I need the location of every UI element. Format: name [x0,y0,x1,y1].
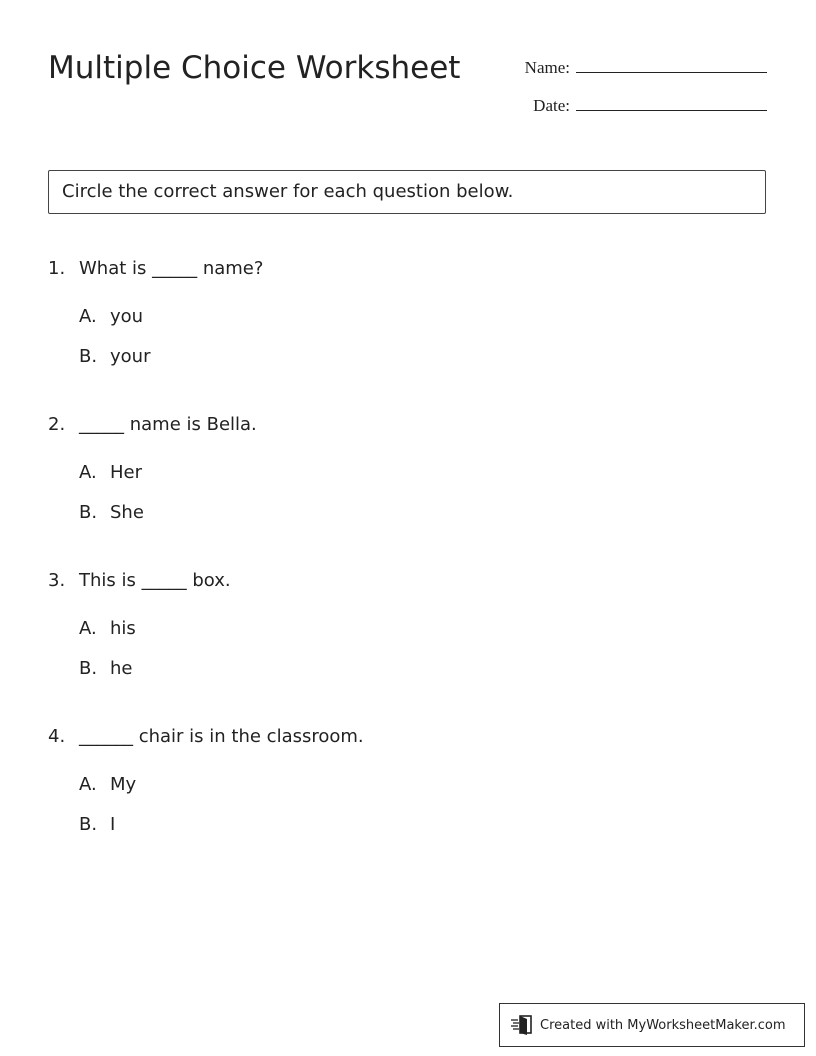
name-field [508,54,767,78]
option-letter: B. [79,814,98,835]
answer-options [79,305,748,369]
question-text: _____ name is Bella. [79,414,257,435]
question-prompt [48,257,748,281]
name-blank-line[interactable] [576,54,767,73]
option-letter: A. [79,774,97,795]
option-text: you [110,306,144,327]
question-number: 3. [48,570,66,591]
question-prompt [48,725,748,749]
question-3 [48,569,748,697]
answer-option-a[interactable] [79,461,748,485]
option-letter: B. [79,502,98,523]
name-label: Name: [524,58,570,77]
option-letter: A. [79,306,97,327]
answer-option-b[interactable] [79,813,748,837]
answer-option-a[interactable] [79,305,748,329]
option-text: your [110,346,151,367]
question-2 [48,413,748,541]
date-blank-line[interactable] [576,92,767,111]
answer-options [79,617,748,681]
question-text: This is _____ box. [79,570,231,591]
answer-option-a[interactable] [79,617,748,641]
answer-option-b[interactable] [79,345,748,369]
answer-options [79,461,748,525]
date-field [508,92,767,116]
answer-options [79,773,748,837]
option-text: She [110,502,144,523]
question-prompt [48,413,748,437]
option-letter: A. [79,618,97,639]
question-prompt [48,569,748,593]
option-text: Her [110,462,143,483]
footer-credit[interactable] [499,1003,805,1047]
footer-text: Created with MyWorksheetMaker.com [540,1017,786,1033]
option-text: he [110,658,133,679]
question-text: ______ chair is in the classroom. [79,726,364,747]
option-letter: B. [79,658,98,679]
page-title: Multiple Choice Worksheet [48,50,461,86]
question-number: 4. [48,726,66,747]
question-text: What is _____ name? [79,258,264,279]
instructions-box: Circle the correct answer for each question below. [48,170,766,214]
question-number: 2. [48,414,66,435]
question-number: 1. [48,258,66,279]
question-4 [48,725,748,853]
option-letter: B. [79,346,98,367]
option-text: his [110,618,136,639]
option-text: I [110,814,116,835]
option-text: My [110,774,137,795]
answer-option-a[interactable] [79,773,748,797]
question-1 [48,257,748,385]
answer-option-b[interactable] [79,657,748,681]
answer-option-b[interactable] [79,501,748,525]
date-label: Date: [533,96,570,115]
option-letter: A. [79,462,97,483]
worksheet-maker-logo-icon [510,1014,534,1036]
